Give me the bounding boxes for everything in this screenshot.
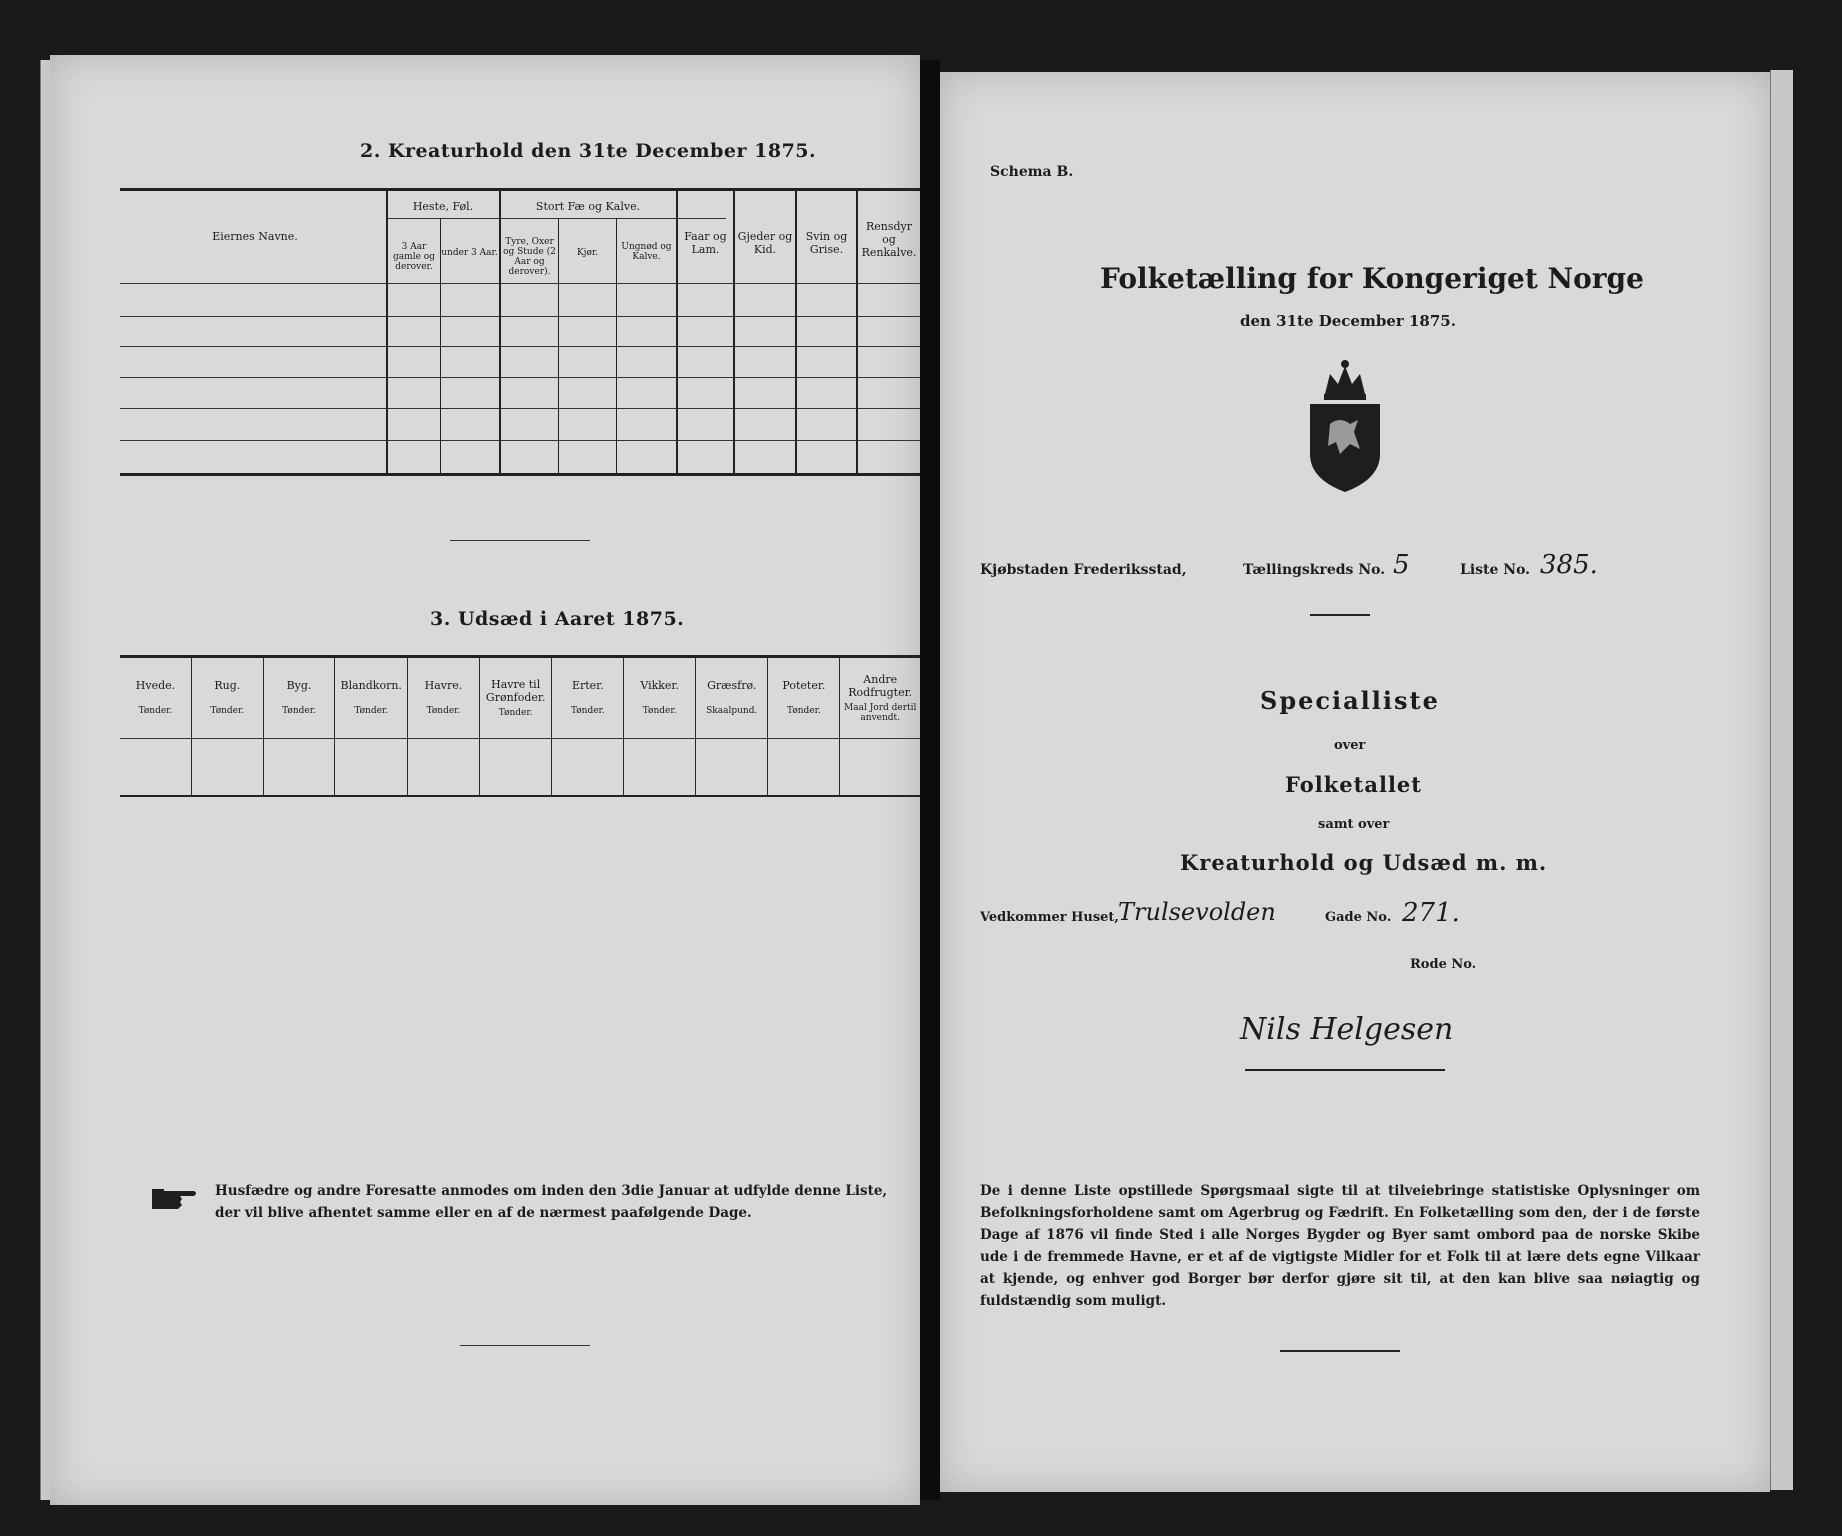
col-header: 3 Aar gamle og derover. <box>393 242 435 272</box>
col-header: Gjeder og Kid. <box>737 230 793 256</box>
table2-row-rule <box>120 440 920 441</box>
vedkommer-label: Vedkommer Huset, <box>980 910 1119 925</box>
samt-over-label: samt over <box>1318 817 1390 832</box>
kjobstad-label: Kjøbstaden Frederiksstad, <box>980 562 1187 578</box>
seed-col: Byg. Tønder. <box>263 657 335 738</box>
book-spine <box>920 60 940 1500</box>
seed-cell <box>120 738 191 795</box>
seed-cell <box>696 738 768 795</box>
house-number: 271. <box>1402 898 1460 928</box>
rode-label: Rode No. <box>1410 957 1477 972</box>
kreds-label: Tællingskreds No. <box>1243 562 1386 578</box>
table3-bottom-rule <box>120 795 920 797</box>
table2-row-rule <box>120 408 920 409</box>
divider-short <box>460 1345 590 1346</box>
seed-col: Havre til Grønfoder. Tønder. <box>479 657 552 738</box>
table2-subheader-rule <box>386 218 726 219</box>
schema-label: Schema B. <box>990 164 1074 180</box>
divider-short <box>450 540 590 541</box>
divider-short <box>1280 1350 1400 1352</box>
seed-col: Erter. Tønder. <box>552 657 624 738</box>
right-page <box>940 72 1770 1492</box>
street-name-handwritten: Trulsevolden <box>1118 898 1276 926</box>
seed-cell <box>263 738 335 795</box>
seed-col: Blandkorn. Tønder. <box>335 657 408 738</box>
table2-top-rule <box>120 188 920 191</box>
group-header-storfae: Stort Fæ og Kalve. <box>535 200 641 213</box>
seed-cell <box>552 738 624 795</box>
kreds-value: 5 <box>1393 550 1410 580</box>
seed-col: Poteter. Tønder. <box>768 657 840 738</box>
seed-cell <box>191 738 263 795</box>
table2-row-rule <box>120 316 920 317</box>
seed-cell <box>479 738 552 795</box>
explanatory-paragraph: De i denne Liste opstillede Spørgsmaal sigte til at tilveiebringe statistiske Oplysninger om Befolkningsforholdene samt om Agerbrug og Fædrift. En Folketælling som den, der i de første Dage af 1876 vil finde Sted i alle Norges Bygder og Byer samt ombord paa de norske Skibe ude i de fremmede Havne, er et af de vigtigste Midler for et Folk til at lære dets egne Vilkaar at kjende, og enhver god Borger bør derfor gjøre sit til, at den kan blive saa nøiagtig og fuldstændig som muligt. <box>980 1183 1700 1309</box>
liste-value: 385. <box>1540 550 1598 580</box>
over-label: over <box>1334 738 1366 753</box>
seed-cell <box>840 738 920 795</box>
table2-row-rule <box>120 377 920 378</box>
table2-col-divider <box>386 188 388 476</box>
document-title: Folketælling for Kongeriget Norge <box>1100 262 1644 295</box>
norway-coat-of-arms-icon <box>1300 354 1390 494</box>
section2-title: 2. Kreaturhold den 31te December 1875. <box>360 140 817 162</box>
seed-col: Andre Rodfrugter. Maal Jord dertil anvendt. <box>840 657 920 738</box>
col-header: Ungnød og Kalve. <box>621 242 672 262</box>
seed-col: Hvede. Tønder. <box>135 679 176 716</box>
seed-cell <box>768 738 840 795</box>
kreaturhold-heading: Kreaturhold og Udsæd m. m. <box>1180 850 1548 875</box>
col-header: Kjør. <box>576 248 599 258</box>
table2-col-divider <box>499 188 501 476</box>
col-header: under 3 Aar. <box>441 248 498 258</box>
section3-title: 3. Udsæd i Aaret 1875. <box>430 608 685 630</box>
table2-header-rule <box>120 283 920 284</box>
folketallet-heading: Folketallet <box>1285 772 1422 797</box>
seed-cell <box>335 738 408 795</box>
seed-col: Græsfrø. Skaalpund. <box>696 657 768 738</box>
signature-line <box>1245 1069 1445 1071</box>
col-header: Svin og Grise. <box>805 230 848 256</box>
col-header: Rensdyr og Renkalve. <box>861 220 917 259</box>
table2-row-rule <box>120 346 920 347</box>
seed-col: Rug. Tønder. <box>191 657 263 738</box>
gade-label: Gade No. <box>1325 910 1392 925</box>
pointing-hand-icon <box>150 1183 200 1213</box>
signature: Nils Helgesen <box>1240 1012 1454 1047</box>
seed-table <box>120 657 920 795</box>
left-page <box>50 55 920 1505</box>
seed-cell <box>408 738 480 795</box>
seed-cell <box>624 738 696 795</box>
col-header: Faar og Lam. <box>684 230 727 256</box>
owner-name-header: Eiernes Navne. <box>212 230 298 243</box>
col-header: Tyre, Oxer og Stude (2 Aar og derover). <box>503 237 556 277</box>
document-date: den 31te December 1875. <box>1240 312 1456 330</box>
seed-col: Havre. Tønder. <box>408 657 480 738</box>
specialliste-heading: Specialliste <box>1260 686 1440 715</box>
divider-short <box>1310 614 1370 616</box>
notice-text: Husfædre og andre Foresatte anmodes om inden den 3die Januar at udfylde denne Liste, der vil blive afhentet samme eller en af de nærmest paafølgende Dage. <box>215 1183 888 1221</box>
page-edge-right <box>1770 70 1793 1490</box>
liste-label: Liste No. <box>1460 562 1531 578</box>
seed-col: Vikker. Tønder. <box>624 657 696 738</box>
group-header-heste: Heste, Føl. <box>412 200 474 213</box>
table2-bottom-rule <box>120 473 920 476</box>
